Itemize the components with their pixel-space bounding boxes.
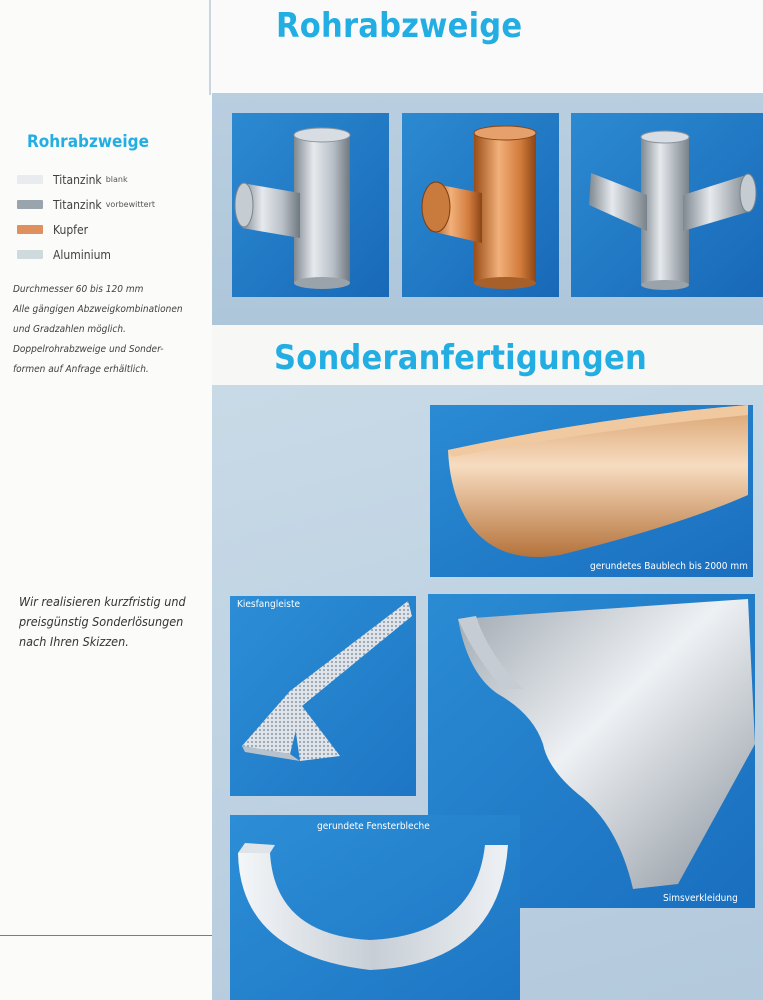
legend-label: Kupfer: [53, 222, 89, 237]
legend-note: blank: [105, 175, 128, 184]
photo-branch-kupfer: [402, 113, 559, 297]
description-line: Doppelrohrabzweige und Sonder-: [13, 344, 164, 355]
caption-fensterbleche: gerundete Fensterbleche: [317, 821, 430, 832]
legend-label: Titanzink: [53, 197, 102, 212]
sidebar-title: Rohrabzweige: [27, 132, 149, 152]
legend-note: vorbewittert: [105, 200, 155, 209]
legend-label: Titanzink: [53, 172, 102, 187]
photo-fensterbleche: [230, 815, 520, 1000]
column-edge: [209, 0, 211, 95]
slogan: [19, 592, 219, 652]
caption-kiesfangleiste: Kiesfangleiste: [237, 599, 301, 610]
section-title-sonderanfertigungen: Sonderanfertigungen: [274, 338, 647, 378]
material-legend: [17, 167, 155, 267]
slogan-line: Wir realisieren kurzfristig und: [19, 594, 186, 609]
description-line: Alle gängigen Abzweigkombinationen: [13, 304, 183, 315]
legend-swatch-titanzink-blank: [17, 175, 43, 184]
caption-baublech: gerundetes Baublech bis 2000 mm: [590, 561, 748, 572]
bottom-rule: [0, 935, 212, 936]
page-title: Rohrabzweige: [276, 6, 523, 46]
photo-double-branch: [571, 113, 763, 297]
photo-copper-gutter: [430, 405, 753, 577]
description-line: und Gradzahlen möglich.: [13, 324, 126, 335]
legend-item: [17, 217, 155, 242]
legend-item: [17, 192, 155, 217]
description-line: formen auf Anfrage erhältlich.: [13, 364, 149, 375]
legend-swatch-titanzink-vorbewittert: [17, 200, 43, 209]
product-description: [13, 280, 213, 380]
photo-branch-titanzink: [232, 113, 389, 297]
slogan-line: preisgünstig Sonderlösungen: [19, 614, 184, 629]
legend-item: [17, 242, 155, 267]
legend-label: Aluminium: [53, 247, 111, 262]
description-line: Durchmesser 60 bis 120 mm: [13, 284, 144, 295]
legend-swatch-kupfer: [17, 225, 43, 234]
legend-swatch-aluminium: [17, 250, 43, 259]
photo-kiesfangleiste: [230, 596, 416, 796]
caption-simsverkleidung: Simsverkleidung: [663, 893, 738, 904]
slogan-line: nach Ihren Skizzen.: [19, 634, 129, 649]
legend-item: [17, 167, 155, 192]
